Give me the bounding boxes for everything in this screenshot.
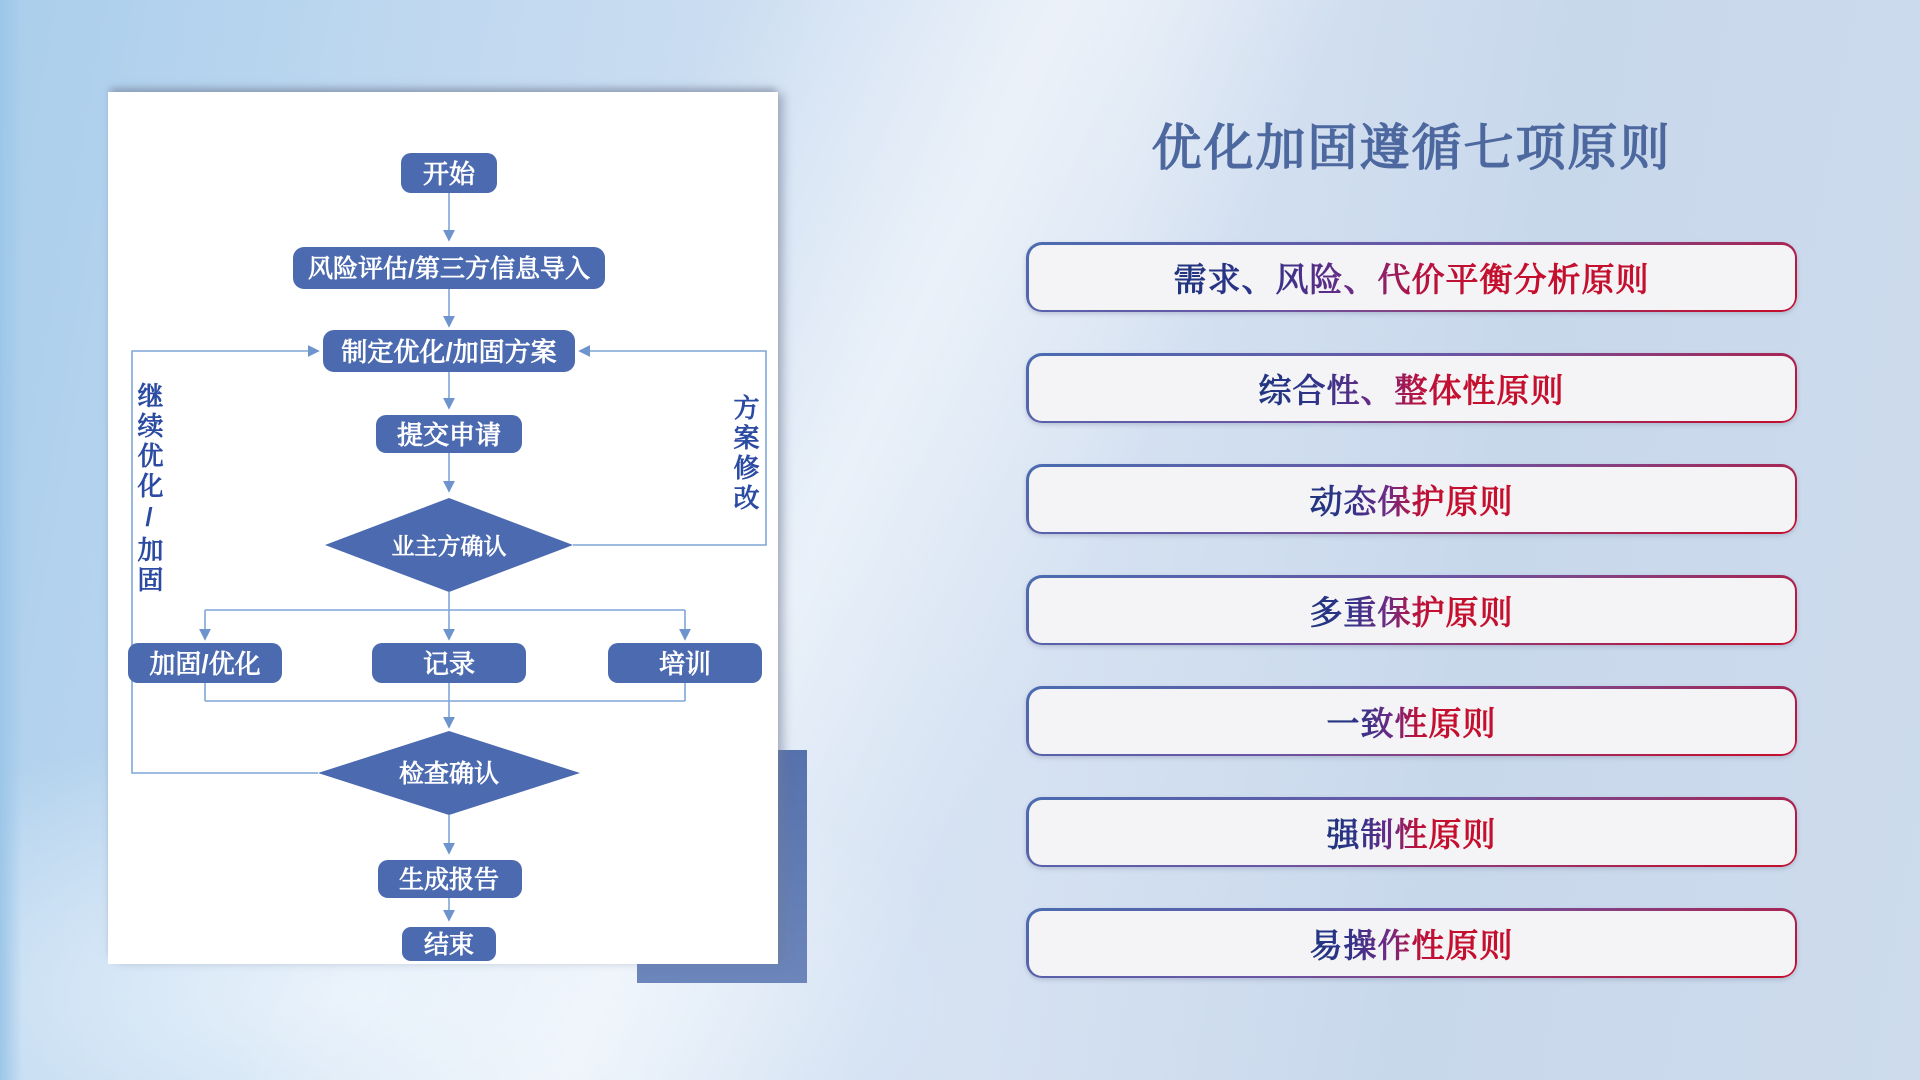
principle-label-5: 一致性原则	[1327, 698, 1497, 745]
node-record	[372, 643, 526, 683]
svg-text:开始: 开始	[422, 159, 476, 189]
loop-label-continue-optimize: 继续优化/加固	[134, 382, 164, 596]
principles-list	[1026, 242, 1797, 1019]
principle-label-4: 多重保护原则	[1310, 587, 1514, 634]
principle-box-3	[1026, 464, 1797, 534]
principle-box-5	[1026, 686, 1797, 756]
principle-label-1: 需求、风险、代价平衡分析原则	[1174, 254, 1650, 301]
node-risk-import	[293, 247, 605, 289]
svg-text:生成报告: 生成报告	[398, 866, 500, 894]
node-submit	[376, 415, 522, 453]
svg-text:检查确认: 检查确认	[398, 760, 500, 788]
principle-box-1	[1026, 242, 1797, 312]
node-train	[608, 643, 762, 683]
principle-label-6: 强制性原则	[1327, 809, 1497, 856]
svg-text:风险评估/第三方信息导入: 风险评估/第三方信息导入	[308, 255, 590, 283]
svg-text:培训: 培训	[658, 649, 712, 679]
principle-label-2: 综合性、整体性原则	[1259, 365, 1565, 412]
node-report	[378, 860, 522, 898]
principle-box-4	[1026, 575, 1797, 645]
node-end	[402, 927, 496, 961]
flowchart-svg	[108, 92, 778, 964]
principle-box-6	[1026, 797, 1797, 867]
principle-box-2	[1026, 353, 1797, 423]
svg-text:提交申请: 提交申请	[396, 420, 502, 450]
svg-text:结束: 结束	[423, 931, 475, 959]
node-make-plan	[323, 330, 575, 372]
node-harden	[128, 643, 282, 683]
svg-text:业主方确认: 业主方确认	[391, 533, 507, 559]
flowchart-card	[108, 92, 778, 964]
principle-box-7	[1026, 908, 1797, 978]
svg-text:记录: 记录	[422, 649, 476, 679]
node-owner-confirm	[325, 498, 573, 592]
svg-text:加固/优化: 加固/优化	[149, 649, 261, 679]
node-check-confirm	[318, 731, 580, 815]
principle-label-7: 易操作性原则	[1310, 920, 1514, 967]
page-title: 优化加固遵循七项原则	[1151, 120, 1672, 176]
svg-text:制定优化/加固方案: 制定优化/加固方案	[341, 337, 557, 367]
node-start	[401, 153, 497, 193]
loop-label-plan-revision: 方案修改	[730, 394, 760, 514]
principle-label-3: 动态保护原则	[1310, 476, 1514, 523]
